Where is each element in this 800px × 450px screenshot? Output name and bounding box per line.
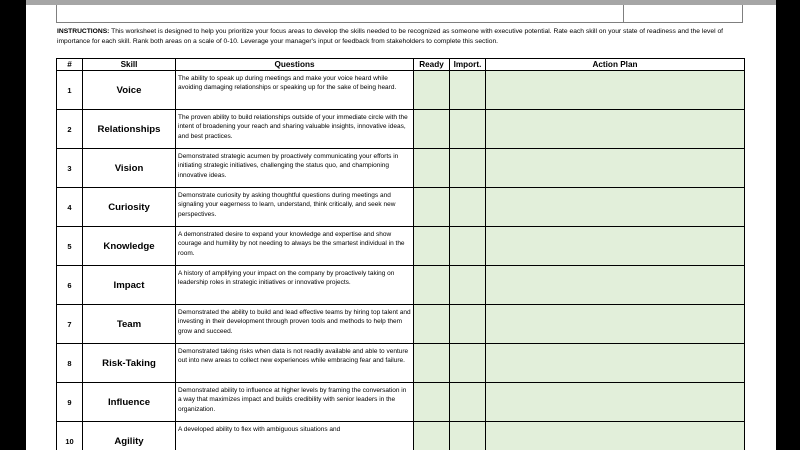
instructions-paragraph bbox=[57, 27, 747, 47]
row-question: The proven ability to build relationships outside of your immediate circle with the intent of broadening your reach and sharing valuable insights, innovative ideas, and best practices. bbox=[176, 110, 414, 149]
row-skill: Voice bbox=[83, 71, 176, 110]
table-row bbox=[57, 149, 745, 188]
skills-table bbox=[56, 58, 745, 450]
row-question: A demonstrated desire to expand your knowledge and expertise and show courage and humility by not needing to always be the smartest individual in the room. bbox=[176, 227, 414, 266]
header-action-plan: Action Plan bbox=[486, 59, 745, 71]
table-row bbox=[57, 266, 745, 305]
ready-input-cell[interactable] bbox=[414, 422, 450, 450]
table-row bbox=[57, 71, 745, 110]
importance-input-cell[interactable] bbox=[450, 188, 486, 227]
ready-input-cell[interactable] bbox=[414, 227, 450, 266]
action-plan-input-cell[interactable] bbox=[486, 266, 745, 305]
row-skill: Agility bbox=[83, 422, 176, 450]
table-row bbox=[57, 383, 745, 422]
row-skill: Risk-Taking bbox=[83, 344, 176, 383]
ready-input-cell[interactable] bbox=[414, 188, 450, 227]
row-skill: Team bbox=[83, 305, 176, 344]
header-number: # bbox=[57, 59, 83, 71]
action-plan-input-cell[interactable] bbox=[486, 149, 745, 188]
action-plan-input-cell[interactable] bbox=[486, 422, 745, 450]
importance-input-cell[interactable] bbox=[450, 227, 486, 266]
header-questions: Questions bbox=[176, 59, 414, 71]
action-plan-input-cell[interactable] bbox=[486, 344, 745, 383]
table-header-row bbox=[57, 59, 745, 71]
importance-input-cell[interactable] bbox=[450, 422, 486, 450]
ready-input-cell[interactable] bbox=[414, 266, 450, 305]
instructions-text: This worksheet is designed to help you prioritize your focus areas to develop the skills needed to be recognized as someone with executive potential. Rate each skill on your state of readiness and the level of importance for each skill. Rank both areas on a scale of 0-10. Leverage your manager's input or feedback from stakeholders to complete this section. bbox=[57, 28, 724, 45]
action-plan-input-cell[interactable] bbox=[486, 305, 745, 344]
header-skill: Skill bbox=[83, 59, 176, 71]
worksheet-page bbox=[26, 0, 776, 450]
importance-input-cell[interactable] bbox=[450, 383, 486, 422]
row-question: A developed ability to flex with ambiguous situations and bbox=[176, 422, 414, 450]
importance-input-cell[interactable] bbox=[450, 149, 486, 188]
row-skill: Knowledge bbox=[83, 227, 176, 266]
importance-input-cell[interactable] bbox=[450, 305, 486, 344]
row-number: 8 bbox=[57, 344, 83, 383]
row-number: 10 bbox=[57, 422, 83, 450]
row-number: 5 bbox=[57, 227, 83, 266]
ready-input-cell[interactable] bbox=[414, 305, 450, 344]
row-number: 7 bbox=[57, 305, 83, 344]
importance-input-cell[interactable] bbox=[450, 110, 486, 149]
action-plan-input-cell[interactable] bbox=[486, 71, 745, 110]
importance-input-cell[interactable] bbox=[450, 71, 486, 110]
header-importance: Import. bbox=[450, 59, 486, 71]
ready-input-cell[interactable] bbox=[414, 110, 450, 149]
row-skill: Curiosity bbox=[83, 188, 176, 227]
ready-input-cell[interactable] bbox=[414, 344, 450, 383]
row-question: Demonstrate curiosity by asking thoughtful questions during meetings and signaling your eagerness to learn, understand, think critically, and seek new perspectives. bbox=[176, 188, 414, 227]
action-plan-input-cell[interactable] bbox=[486, 110, 745, 149]
row-skill: Vision bbox=[83, 149, 176, 188]
row-number: 2 bbox=[57, 110, 83, 149]
importance-input-cell[interactable] bbox=[450, 266, 486, 305]
action-plan-input-cell[interactable] bbox=[486, 383, 745, 422]
row-question: Demonstrated taking risks when data is not readily available and able to venture out into new areas to collect new experiences while embracing fear and failure. bbox=[176, 344, 414, 383]
table-row bbox=[57, 344, 745, 383]
row-number: 9 bbox=[57, 383, 83, 422]
row-skill: Impact bbox=[83, 266, 176, 305]
ready-input-cell[interactable] bbox=[414, 383, 450, 422]
row-skill: Influence bbox=[83, 383, 176, 422]
row-question: The ability to speak up during meetings and make your voice heard while avoiding damaging relationships or speaking up for the sake of being heard. bbox=[176, 71, 414, 110]
row-number: 3 bbox=[57, 149, 83, 188]
row-number: 1 bbox=[57, 71, 83, 110]
table-row bbox=[57, 188, 745, 227]
header-ready: Ready bbox=[414, 59, 450, 71]
table-row bbox=[57, 227, 745, 266]
importance-input-cell[interactable] bbox=[450, 344, 486, 383]
name-date-divider bbox=[623, 5, 624, 23]
name-title-date-box bbox=[56, 5, 743, 23]
table-row bbox=[57, 110, 745, 149]
table-row bbox=[57, 422, 745, 450]
row-question: Demonstrated the ability to build and lead effective teams by hiring top talent and investing in their development through proven tools and methods to help them grow and succeed. bbox=[176, 305, 414, 344]
row-number: 4 bbox=[57, 188, 83, 227]
row-question: Demonstrated ability to influence at higher levels by framing the conversation in a way that maximizes impact and builds credibility with senior leaders in the organization. bbox=[176, 383, 414, 422]
row-number: 6 bbox=[57, 266, 83, 305]
row-question: A history of amplifying your impact on the company by proactively taking on leadership roles in strategic initiatives or innovative projects. bbox=[176, 266, 414, 305]
row-question: Demonstrated strategic acumen by proactively communicating your efforts in initiating strategic initiatives, challenging the status quo, and championing innovative ideas. bbox=[176, 149, 414, 188]
row-skill: Relationships bbox=[83, 110, 176, 149]
action-plan-input-cell[interactable] bbox=[486, 188, 745, 227]
instructions-label: INSTRUCTIONS: bbox=[57, 28, 110, 35]
table-row bbox=[57, 305, 745, 344]
action-plan-input-cell[interactable] bbox=[486, 227, 745, 266]
ready-input-cell[interactable] bbox=[414, 149, 450, 188]
ready-input-cell[interactable] bbox=[414, 71, 450, 110]
